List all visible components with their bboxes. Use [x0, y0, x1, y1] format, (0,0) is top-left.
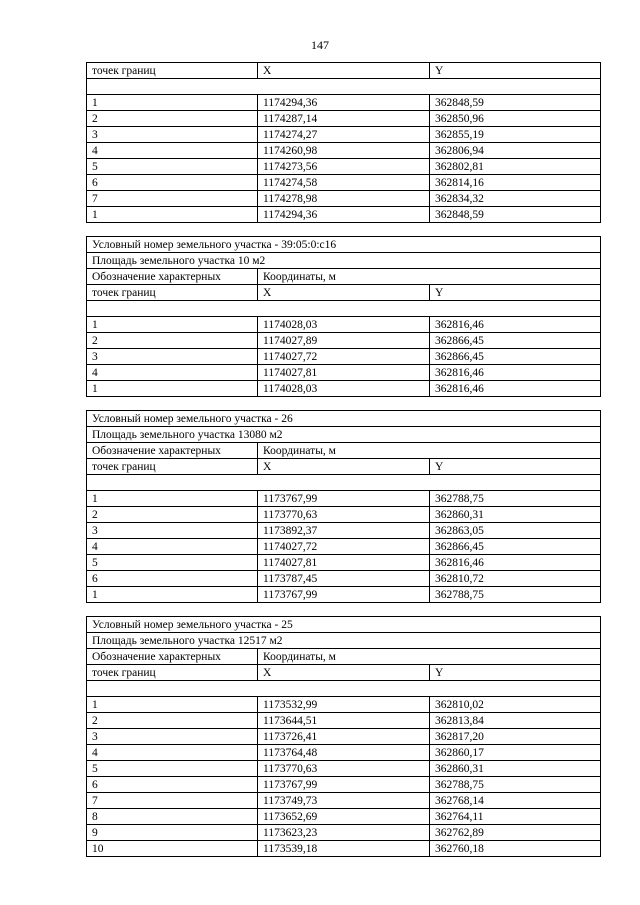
x-coordinate-cell: 1174260,98: [258, 143, 430, 159]
y-coordinate-cell: 362855,19: [430, 127, 601, 143]
parcel-area-cell: Площадь земельного участка 12517 м2: [87, 633, 601, 649]
header-points-cell: Обозначение характерных: [87, 443, 258, 459]
y-coordinate-cell: 362816,46: [430, 381, 601, 397]
parcel-number-cell: Условный номер земельного участка - 39:05:0:c16: [87, 237, 601, 253]
y-coordinate-cell: 362860,31: [430, 761, 601, 777]
x-coordinate-cell: 1173767,99: [258, 491, 430, 507]
x-coordinate-cell: 1173892,37: [258, 523, 430, 539]
parcel-title-row: [87, 617, 601, 633]
x-coordinate-cell: 1174287,14: [258, 111, 430, 127]
spacer-row: [87, 79, 601, 95]
y-coordinate-cell: 362764,11: [430, 809, 601, 825]
coordinates-table-continued: [86, 62, 601, 223]
point-number-cell: 5: [87, 159, 258, 175]
parcel-coordinates-table: [86, 616, 601, 857]
table-row: [87, 539, 601, 555]
table-row: [87, 491, 601, 507]
x-coordinate-cell: 1173749,73: [258, 793, 430, 809]
table-row: [87, 697, 601, 713]
y-coordinate-cell: 362866,45: [430, 333, 601, 349]
table-row: [87, 729, 601, 745]
table-row: [87, 713, 601, 729]
x-coordinate-cell: 1174274,58: [258, 175, 430, 191]
table-header-row: [87, 269, 601, 285]
table-row: [87, 809, 601, 825]
y-coordinate-cell: 362863,05: [430, 523, 601, 539]
parcel-coordinates-table: [86, 236, 601, 397]
point-number-cell: 3: [87, 349, 258, 365]
header-coordinates-cell: Координаты, м: [258, 443, 601, 459]
y-coordinate-cell: 362816,46: [430, 555, 601, 571]
table-gap: [86, 223, 600, 236]
x-coordinate-cell: 1174278,98: [258, 191, 430, 207]
table-header-row: [87, 285, 601, 301]
y-coordinate-cell: 362850,96: [430, 111, 601, 127]
empty-cell: [87, 681, 601, 697]
point-number-cell: 1: [87, 697, 258, 713]
header-x-cell: X: [258, 459, 430, 475]
table-row: [87, 841, 601, 857]
table-row: [87, 317, 601, 333]
y-coordinate-cell: 362760,18: [430, 841, 601, 857]
x-coordinate-cell: 1173652,69: [258, 809, 430, 825]
table-row: [87, 95, 601, 111]
header-points-cell: Обозначение характерных: [87, 269, 258, 285]
x-coordinate-cell: 1173767,99: [258, 777, 430, 793]
header-x-cell: X: [258, 665, 430, 681]
x-coordinate-cell: 1174027,72: [258, 349, 430, 365]
empty-cell: [87, 79, 601, 95]
spacer-row: [87, 475, 601, 491]
x-coordinate-cell: 1174027,81: [258, 365, 430, 381]
point-number-cell: 1: [87, 207, 258, 223]
x-coordinate-cell: 1174028,03: [258, 317, 430, 333]
table-header-row: [87, 665, 601, 681]
x-coordinate-cell: 1173787,45: [258, 571, 430, 587]
y-coordinate-cell: 362860,31: [430, 507, 601, 523]
parcel-title-row: [87, 237, 601, 253]
table-row: [87, 365, 601, 381]
x-coordinate-cell: 1174294,36: [258, 207, 430, 223]
x-coordinate-cell: 1174028,03: [258, 381, 430, 397]
point-number-cell: 2: [87, 713, 258, 729]
parcel-area-cell: Площадь земельного участка 10 м2: [87, 253, 601, 269]
point-number-cell: 8: [87, 809, 258, 825]
x-coordinate-cell: 1174027,81: [258, 555, 430, 571]
parcel-area-row: [87, 253, 601, 269]
table-header-row: [87, 63, 601, 79]
y-coordinate-cell: 362810,72: [430, 571, 601, 587]
header-x-cell: X: [258, 63, 430, 79]
table-header-row: [87, 649, 601, 665]
header-points-cell: точек границ: [87, 459, 258, 475]
table-row: [87, 587, 601, 603]
document-body: [86, 62, 600, 857]
y-coordinate-cell: 362762,89: [430, 825, 601, 841]
table-row: [87, 793, 601, 809]
x-coordinate-cell: 1173532,99: [258, 697, 430, 713]
x-coordinate-cell: 1174027,72: [258, 539, 430, 555]
point-number-cell: 7: [87, 191, 258, 207]
table-header-row: [87, 459, 601, 475]
parcel-title-row: [87, 411, 601, 427]
y-coordinate-cell: 362814,16: [430, 175, 601, 191]
point-number-cell: 2: [87, 333, 258, 349]
table-row: [87, 333, 601, 349]
y-coordinate-cell: 362834,32: [430, 191, 601, 207]
y-coordinate-cell: 362802,81: [430, 159, 601, 175]
point-number-cell: 2: [87, 111, 258, 127]
y-coordinate-cell: 362817,20: [430, 729, 601, 745]
point-number-cell: 1: [87, 491, 258, 507]
header-y-cell: Y: [430, 459, 601, 475]
point-number-cell: 3: [87, 127, 258, 143]
point-number-cell: 1: [87, 587, 258, 603]
y-coordinate-cell: 362788,75: [430, 777, 601, 793]
table-row: [87, 555, 601, 571]
x-coordinate-cell: 1174273,56: [258, 159, 430, 175]
spacer-row: [87, 681, 601, 697]
y-coordinate-cell: 362788,75: [430, 491, 601, 507]
header-points-cell: Обозначение характерных: [87, 649, 258, 665]
header-y-cell: Y: [430, 665, 601, 681]
point-number-cell: 5: [87, 555, 258, 571]
point-number-cell: 2: [87, 507, 258, 523]
table-row: [87, 191, 601, 207]
table-row: [87, 381, 601, 397]
table-row: [87, 825, 601, 841]
table-row: [87, 571, 601, 587]
parcel-coordinates-table: [86, 410, 601, 603]
header-points-cell: точек границ: [87, 665, 258, 681]
header-y-cell: Y: [430, 285, 601, 301]
x-coordinate-cell: 1174027,89: [258, 333, 430, 349]
y-coordinate-cell: 362848,59: [430, 207, 601, 223]
page-number: 147: [311, 38, 329, 52]
y-coordinate-cell: 362813,84: [430, 713, 601, 729]
point-number-cell: 1: [87, 317, 258, 333]
table-row: [87, 127, 601, 143]
y-coordinate-cell: 362816,46: [430, 365, 601, 381]
table-row: [87, 507, 601, 523]
y-coordinate-cell: 362806,94: [430, 143, 601, 159]
parcel-area-row: [87, 427, 601, 443]
parcel-number-cell: Условный номер земельного участка - 26: [87, 411, 601, 427]
table-row: [87, 761, 601, 777]
x-coordinate-cell: 1174294,36: [258, 95, 430, 111]
table-gap: [86, 397, 600, 410]
y-coordinate-cell: 362848,59: [430, 95, 601, 111]
point-number-cell: 4: [87, 539, 258, 555]
point-number-cell: 7: [87, 793, 258, 809]
table-row: [87, 143, 601, 159]
empty-cell: [87, 301, 601, 317]
table-row: [87, 175, 601, 191]
point-number-cell: 9: [87, 825, 258, 841]
table-header-row: [87, 443, 601, 459]
point-number-cell: 4: [87, 365, 258, 381]
point-number-cell: 6: [87, 175, 258, 191]
y-coordinate-cell: 362860,17: [430, 745, 601, 761]
point-number-cell: 1: [87, 381, 258, 397]
header-coordinates-cell: Координаты, м: [258, 269, 601, 285]
y-coordinate-cell: 362810,02: [430, 697, 601, 713]
x-coordinate-cell: 1173770,63: [258, 761, 430, 777]
x-coordinate-cell: 1173767,99: [258, 587, 430, 603]
x-coordinate-cell: 1173770,63: [258, 507, 430, 523]
table-gap: [86, 603, 600, 616]
point-number-cell: 3: [87, 523, 258, 539]
point-number-cell: 6: [87, 777, 258, 793]
point-number-cell: 1: [87, 95, 258, 111]
spacer-row: [87, 301, 601, 317]
parcel-area-cell: Площадь земельного участка 13080 м2: [87, 427, 601, 443]
header-coordinates-cell: Координаты, м: [258, 649, 601, 665]
table-row: [87, 207, 601, 223]
table-row: [87, 777, 601, 793]
table-row: [87, 159, 601, 175]
x-coordinate-cell: 1173539,18: [258, 841, 430, 857]
y-coordinate-cell: 362788,75: [430, 587, 601, 603]
header-points-cell: точек границ: [87, 285, 258, 301]
point-number-cell: 4: [87, 143, 258, 159]
table-row: [87, 745, 601, 761]
point-number-cell: 4: [87, 745, 258, 761]
x-coordinate-cell: 1174274,27: [258, 127, 430, 143]
x-coordinate-cell: 1173644,51: [258, 713, 430, 729]
table-row: [87, 349, 601, 365]
point-number-cell: 3: [87, 729, 258, 745]
header-x-cell: X: [258, 285, 430, 301]
header-y-cell: Y: [430, 63, 601, 79]
y-coordinate-cell: 362866,45: [430, 539, 601, 555]
x-coordinate-cell: 1173764,48: [258, 745, 430, 761]
empty-cell: [87, 475, 601, 491]
x-coordinate-cell: 1173726,41: [258, 729, 430, 745]
point-number-cell: 10: [87, 841, 258, 857]
table-row: [87, 523, 601, 539]
table-row: [87, 111, 601, 127]
y-coordinate-cell: 362866,45: [430, 349, 601, 365]
y-coordinate-cell: 362768,14: [430, 793, 601, 809]
header-points-cell: точек границ: [87, 63, 258, 79]
point-number-cell: 5: [87, 761, 258, 777]
y-coordinate-cell: 362816,46: [430, 317, 601, 333]
parcel-area-row: [87, 633, 601, 649]
parcel-number-cell: Условный номер земельного участка - 25: [87, 617, 601, 633]
x-coordinate-cell: 1173623,23: [258, 825, 430, 841]
point-number-cell: 6: [87, 571, 258, 587]
